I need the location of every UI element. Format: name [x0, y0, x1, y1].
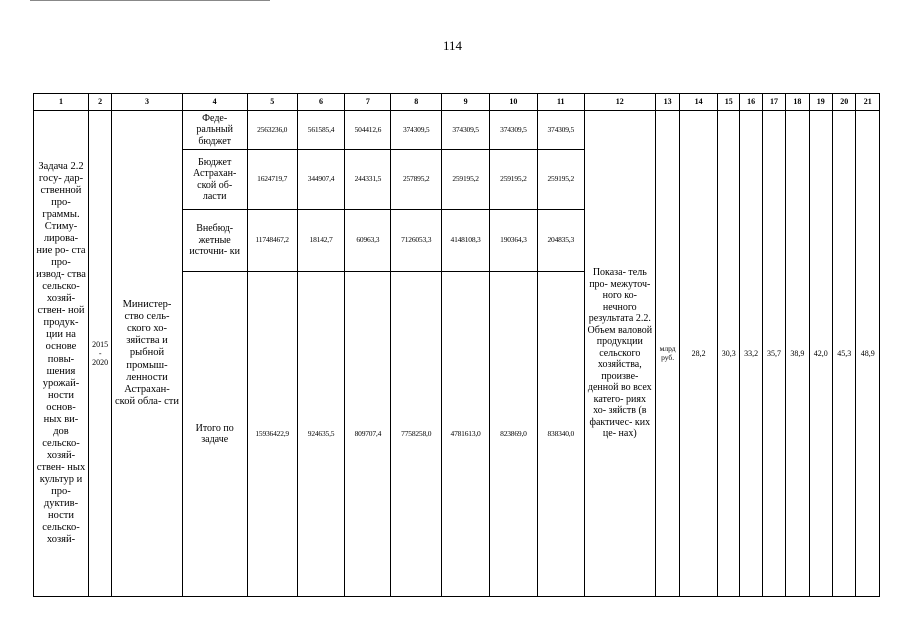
indicator-value: 42,0 [809, 111, 832, 597]
responsible-cell: Министер- ство сель- ского хо- зяйства и рыбной промыш- ленности Астрахан- ской обла- сти [112, 111, 182, 597]
page-number: 114 [442, 38, 463, 53]
header-cell: 16 [740, 94, 762, 111]
value-cell: 838340,0 [537, 272, 584, 597]
program-table [33, 93, 880, 597]
header-cell: 4 [182, 94, 247, 111]
source-cell: Феде- ральный бюджет [182, 111, 247, 150]
value-cell: 11748467,2 [247, 210, 297, 272]
value-cell: 190364,3 [490, 210, 538, 272]
value-cell: 2563236,0 [247, 111, 297, 150]
value-cell: 1624719,7 [247, 150, 297, 210]
value-cell: 504412,6 [345, 111, 391, 150]
header-cell: 11 [537, 94, 584, 111]
header-cell: 9 [442, 94, 490, 111]
value-cell: 7758258,0 [391, 272, 442, 597]
value-cell: 60963,3 [345, 210, 391, 272]
value-cell: 344907,4 [297, 150, 345, 210]
header-cell: 18 [786, 94, 809, 111]
header-cell: 15 [718, 94, 740, 111]
indicator-value: 35,7 [762, 111, 785, 597]
value-cell: 259195,2 [537, 150, 584, 210]
value-cell: 561585,4 [297, 111, 345, 150]
indicator-value: 30,3 [718, 111, 740, 597]
header-cell: 6 [297, 94, 345, 111]
value-cell: 809707,4 [345, 272, 391, 597]
indicator-value: 33,2 [740, 111, 762, 597]
header-cell: 13 [655, 94, 679, 111]
unit-cell: млрд руб. [655, 111, 679, 597]
indicator-cell: Показа- тель про- межуточ- ного ко- нечного результата 2.2. Объем валовой продукции сельского хозяйства, произве- денной во всех катего- риях хо- зяйств (в фактичес- ких це- нах) [584, 111, 655, 597]
header-cell: 3 [112, 94, 182, 111]
header-cell: 2 [88, 94, 111, 111]
source-cell: Внебюд- жетные источни- ки [182, 210, 247, 272]
header-cell: 20 [833, 94, 856, 111]
value-cell: 15936422,9 [247, 272, 297, 597]
header-cell: 21 [856, 94, 880, 111]
task-cell: Задача 2.2 госу- дар- ственной про- граммы. Стиму- лирова- ние ро- ста про- извод- ства сельско- хозяй- ствен- ной продук- ции на основе повы- шения урожай- ности основ- ных ви- дов сельско- хозяй- ствен- ных культур и про- дуктив- ности сельско- хозяй- [34, 111, 89, 597]
header-row [34, 94, 880, 111]
header-cell: 7 [345, 94, 391, 111]
indicator-value: 45,3 [833, 111, 856, 597]
source-cell: Итого по задаче [182, 272, 247, 597]
value-cell: 823869,0 [490, 272, 538, 597]
value-cell: 7126053,3 [391, 210, 442, 272]
value-cell: 4781613,0 [442, 272, 490, 597]
value-cell: 259195,2 [490, 150, 538, 210]
years-cell: 2015 - 2020 [88, 111, 111, 597]
table-row [34, 111, 880, 150]
value-cell: 244331,5 [345, 150, 391, 210]
value-cell: 924635,5 [297, 272, 345, 597]
header-cell: 14 [680, 94, 718, 111]
indicator-value: 28,2 [680, 111, 718, 597]
header-cell: 10 [490, 94, 538, 111]
top-rule [30, 0, 270, 2]
header-cell: 17 [762, 94, 785, 111]
indicator-value: 48,9 [856, 111, 880, 597]
source-cell: Бюджет Астрахан- ской об- ласти [182, 150, 247, 210]
value-cell: 259195,2 [442, 150, 490, 210]
value-cell: 374309,5 [537, 111, 584, 150]
header-cell: 12 [584, 94, 655, 111]
value-cell: 257895,2 [391, 150, 442, 210]
indicator-value: 38,9 [786, 111, 809, 597]
value-cell: 374309,5 [490, 111, 538, 150]
header-cell: 19 [809, 94, 832, 111]
value-cell: 4148108,3 [442, 210, 490, 272]
header-cell: 5 [247, 94, 297, 111]
header-cell: 1 [34, 94, 89, 111]
value-cell: 374309,5 [442, 111, 490, 150]
value-cell: 374309,5 [391, 111, 442, 150]
header-cell: 8 [391, 94, 442, 111]
value-cell: 18142,7 [297, 210, 345, 272]
value-cell: 204835,3 [537, 210, 584, 272]
